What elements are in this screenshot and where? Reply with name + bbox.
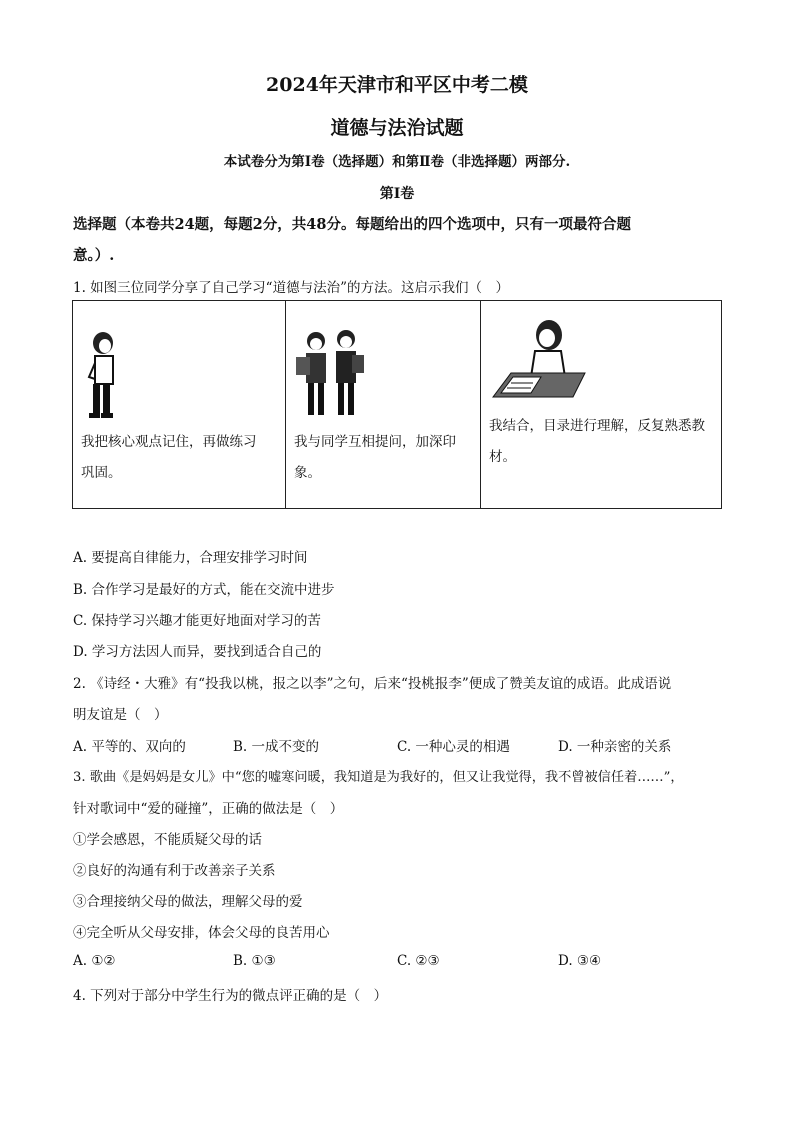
question-1-option-c[interactable]: C. 保持学习兴趣才能更好地面对学习的苦 — [73, 613, 321, 629]
exam-intro: 本试卷分为第Ⅰ卷（选择题）和第Ⅱ卷（非选择题）两部分. — [223, 154, 571, 170]
question-1-stem: 1. 如图三位同学分享了自己学习“道德与法治”的方法。这启示我们（ ） — [73, 280, 509, 296]
question-1-option-b[interactable]: B. 合作学习是最好的方式，能在交流中进步 — [73, 582, 335, 598]
students-questioning-illustration — [294, 329, 372, 421]
question-3-item-4: ④完全听从父母安排，体会父母的良苦用心 — [73, 925, 330, 941]
question-3-option-a[interactable]: A. ①② — [73, 953, 116, 969]
student-memorizing-illustration — [87, 329, 127, 421]
cell-3-text-line1: 我结合，目录进行理解，反复熟悉教 — [489, 418, 705, 434]
cell-1-text-line2: 巩固。 — [81, 465, 122, 481]
question-3-stem-line1: 3. 歌曲《是妈妈是女儿》中“您的嘘寒问暖，我知道是为我好的，但又让我觉得，我不曾被信任着……”， — [73, 770, 684, 785]
question-3-item-1: ①学会感恩，不能质疑父母的话 — [73, 832, 262, 848]
question-3-stem-line2: 针对歌词中“爱的碰撞”，正确的做法是（ ） — [73, 801, 344, 817]
question-3-item-3: ③合理接纳父母的做法，理解父母的爱 — [73, 894, 303, 910]
section-instructions-line1: 选择题（本卷共24题，每题2分，共48分。每题给出的四个选项中，只有一项最符合题 — [73, 216, 631, 233]
figure-cell-1 — [73, 301, 286, 509]
question-2-option-b[interactable]: B. 一成不变的 — [233, 739, 320, 755]
cell-1-text-line1: 我把核心观点记住，再做练习 — [81, 434, 257, 450]
question-3-option-c[interactable]: C. ②③ — [397, 953, 440, 969]
figure-cell-3 — [481, 301, 722, 509]
question-1-option-a[interactable]: A. 要提高自律能力，合理安排学习时间 — [73, 550, 308, 566]
question-2-option-c[interactable]: C. 一种心灵的相遇 — [397, 739, 510, 755]
question-2-stem-line1: 2. 《诗经・大雅》有“投我以桃，报之以李”之句，后来“投桃报李”便成了赞美友谊的成语。此成语说 — [73, 676, 672, 692]
cell-2-text-line1: 我与同学互相提问，加深印 — [294, 434, 456, 450]
cell-2-text-line2: 象。 — [294, 465, 321, 481]
question-4-stem: 4. 下列对于部分中学生行为的微点评正确的是（ ） — [73, 988, 388, 1004]
question-3-option-d[interactable]: D. ③④ — [558, 953, 602, 969]
question-1-figure-table — [72, 300, 722, 509]
question-3-item-2: ②良好的沟通有利于改善亲子关系 — [73, 863, 276, 879]
cell-3-text-line2: 材。 — [489, 449, 516, 465]
question-1-option-d[interactable]: D. 学习方法因人而异，要找到适合自己的 — [73, 644, 322, 660]
question-2-option-d[interactable]: D. 一种亲密的关系 — [558, 739, 672, 755]
question-2-option-a[interactable]: A. 平等的、双向的 — [73, 739, 186, 755]
section-instructions-line2: 意。）. — [73, 247, 115, 264]
part-heading: 第Ⅰ卷 — [379, 186, 415, 202]
exam-title: 2024年天津市和平区中考二模 — [266, 74, 528, 96]
figure-cell-2 — [286, 301, 481, 509]
subject-title: 道德与法治试题 — [330, 117, 464, 139]
student-reading-illustration — [491, 317, 587, 401]
question-2-stem-line2: 明友谊是（ ） — [73, 707, 168, 723]
question-3-option-b[interactable]: B. ①③ — [233, 953, 276, 969]
